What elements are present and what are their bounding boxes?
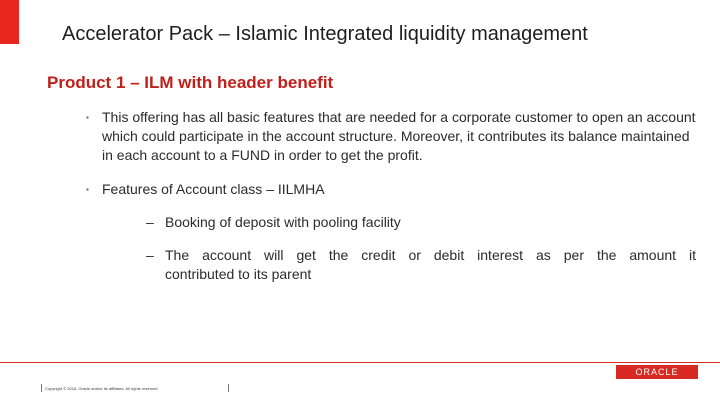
sub-bullet-text [165, 246, 696, 284]
sub-bullet-item [146, 246, 696, 284]
bullet-text: Features of Account class – IILMHA [102, 181, 325, 197]
sub-bullet-line: The account will get the credit or debit interest as per the amount it [165, 247, 696, 263]
bullet-marker-icon: ▪ [86, 113, 89, 122]
red-accent-block [0, 0, 19, 44]
slide-title: Accelerator Pack – Islamic Integrated liquidity management [62, 23, 588, 45]
oracle-logo: ORACLE [616, 365, 698, 379]
sub-bullet-text: Booking of deposit with pooling facility [165, 214, 401, 230]
bullet-text: This offering has all basic features that are needed for a corporate customer to open an account which could participate in the account structure. Moreover, it contributes its balance maintained in each account to a FUND in order to get the profit. [102, 109, 696, 163]
sub-bullet-item [146, 213, 696, 232]
dash-marker-icon: – [146, 247, 154, 263]
sub-bullet-line: contributed to its parent [165, 266, 312, 282]
footer-separator [228, 384, 229, 392]
slide-subtitle: Product 1 – ILM with header benefit [47, 73, 334, 92]
footer-separator [41, 384, 42, 392]
dash-marker-icon: – [146, 214, 154, 230]
bullet-marker-icon: ▪ [86, 185, 89, 194]
footer-divider [0, 362, 720, 363]
bullet-item [86, 180, 698, 199]
bullet-item [86, 108, 698, 165]
copyright-text: Copyright © 2018, Oracle and/or its affiliates. All rights reserved. [45, 386, 159, 391]
